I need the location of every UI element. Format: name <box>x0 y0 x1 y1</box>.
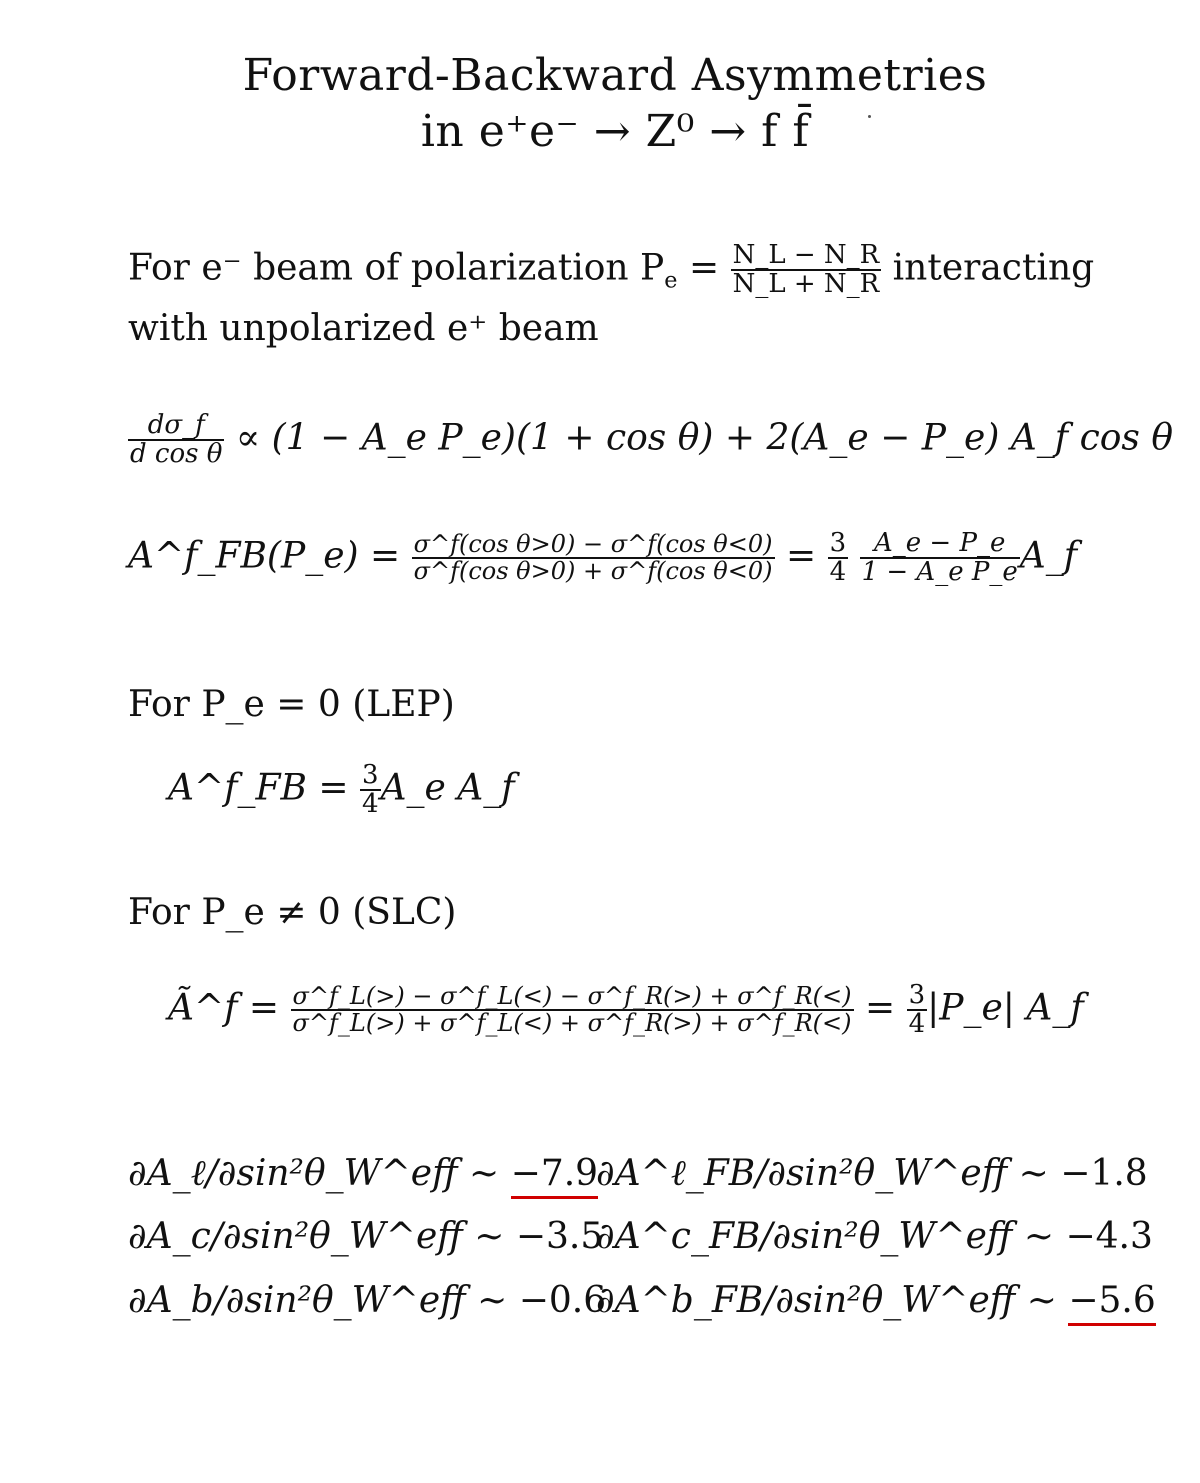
lep-coef-denominator: 4 <box>361 789 379 820</box>
lep-coef-numerator: 3 <box>361 760 379 790</box>
slc-heading: For P_e ≠ 0 (SLC) <box>128 892 457 933</box>
slc-coef-numerator: 3 <box>908 980 926 1010</box>
intro-line-1 <box>128 242 1094 299</box>
afb-ratio-denominator: 1 − A_e P_e <box>861 557 1018 588</box>
lep-coefficient <box>360 762 381 819</box>
derivative-right-label: ∂A^c_FB/∂sin²θ_W^eff ∼ <box>596 1216 1066 1257</box>
lep-rhs: A_e A_f <box>380 767 515 809</box>
afb-equals: = <box>774 535 828 577</box>
afb-coefficient <box>828 530 849 587</box>
lep-heading: For P_e = 0 (LEP) <box>128 684 455 725</box>
cross-section-equation <box>128 412 1173 469</box>
derivative-row-lepton <box>128 1152 1148 1194</box>
afb-coef-numerator: 3 <box>829 528 847 558</box>
slc-coefficient <box>907 982 928 1039</box>
derivative-right-value-highlighted: −5.6 <box>1068 1280 1155 1326</box>
polarization-fraction <box>731 242 882 299</box>
lep-equation <box>168 762 515 819</box>
slc-equation <box>168 982 1084 1039</box>
afb-ratio <box>860 530 1020 587</box>
stray-dot <box>868 115 871 118</box>
afb-coef-denominator: 4 <box>829 557 847 588</box>
cross-section-rhs: ∝ (1 − A_e P_e)(1 + cos θ) + 2(A_e − P_e) A_f cos θ <box>224 417 1173 459</box>
derivative-left-value: −3.5 <box>515 1216 604 1257</box>
slc-lhs: Ã^f = <box>168 987 291 1029</box>
slc-sigma-denominator: σ^f_L(>) + σ^f_L(<) + σ^f_R(>) + σ^f_R(<) <box>292 1009 852 1038</box>
derivative-right-label: ∂A^ℓ_FB/∂sin²θ_W^eff ∼ <box>596 1153 1061 1194</box>
derivative-row-bottom <box>128 1280 1156 1321</box>
afb-equation <box>128 530 1077 587</box>
afb-sigma-denominator: σ^f(cos θ>0) + σ^f(cos θ<0) <box>413 557 773 586</box>
intro-text: For e⁻ beam of polarization P <box>128 247 665 289</box>
slc-coef-denominator: 4 <box>908 1009 926 1040</box>
afb-ratio-numerator: A_e − P_e <box>860 530 1020 559</box>
afb-tail: A_f <box>1019 535 1078 577</box>
derivative-left-label: ∂A_c/∂sin²θ_W^eff ∼ <box>128 1216 516 1257</box>
derivative-right-value: −4.3 <box>1065 1216 1153 1257</box>
dsigma-fraction <box>128 412 224 469</box>
afb-lhs: A^f_FB(P_e) = <box>128 535 412 577</box>
slc-sigma-fraction <box>291 984 854 1036</box>
intro-line-2: with unpolarized e⁺ beam <box>128 308 599 349</box>
slc-sigma-numerator: σ^f_L(>) − σ^f_L(<) − σ^f_R(>) + σ^f_R(<) <box>292 982 852 1011</box>
derivative-right-label: ∂A^b_FB/∂sin²θ_W^eff ∼ <box>596 1280 1069 1321</box>
derivative-right-value: −1.8 <box>1060 1153 1148 1194</box>
polarization-numerator: N_L − N_R <box>732 240 880 270</box>
derivative-left-value-highlighted: −7.9 <box>511 1153 598 1199</box>
title-line-1: Forward-Backward Asymmetries <box>242 50 988 101</box>
afb-sigma-numerator: σ^f(cos θ>0) − σ^f(cos θ<0) <box>413 530 773 559</box>
afb-sigma-fraction <box>412 532 775 584</box>
polarization-denominator: N_L + N_R <box>732 269 880 300</box>
title-line-2: in e⁺e⁻ → Z⁰ → f f̄ <box>420 106 810 157</box>
lep-lhs: A^f_FB = <box>168 767 360 809</box>
slc-equals: = <box>853 987 907 1029</box>
dsigma-denominator: d cos θ <box>130 439 223 470</box>
derivative-left-value: −0.6 <box>518 1280 607 1321</box>
intro-interacting: interacting <box>881 247 1095 289</box>
derivative-left-label: ∂A_ℓ/∂sin²θ_W^eff ∼ <box>128 1153 511 1194</box>
intro-equals: = <box>677 247 731 289</box>
intro-sub: e <box>664 267 678 294</box>
derivative-row-charm <box>128 1216 1153 1257</box>
slc-rhs: |P_e| A_f <box>927 987 1084 1029</box>
dsigma-numerator: dσ_f <box>128 412 224 441</box>
derivative-left-label: ∂A_b/∂sin²θ_W^eff ∼ <box>128 1280 519 1321</box>
